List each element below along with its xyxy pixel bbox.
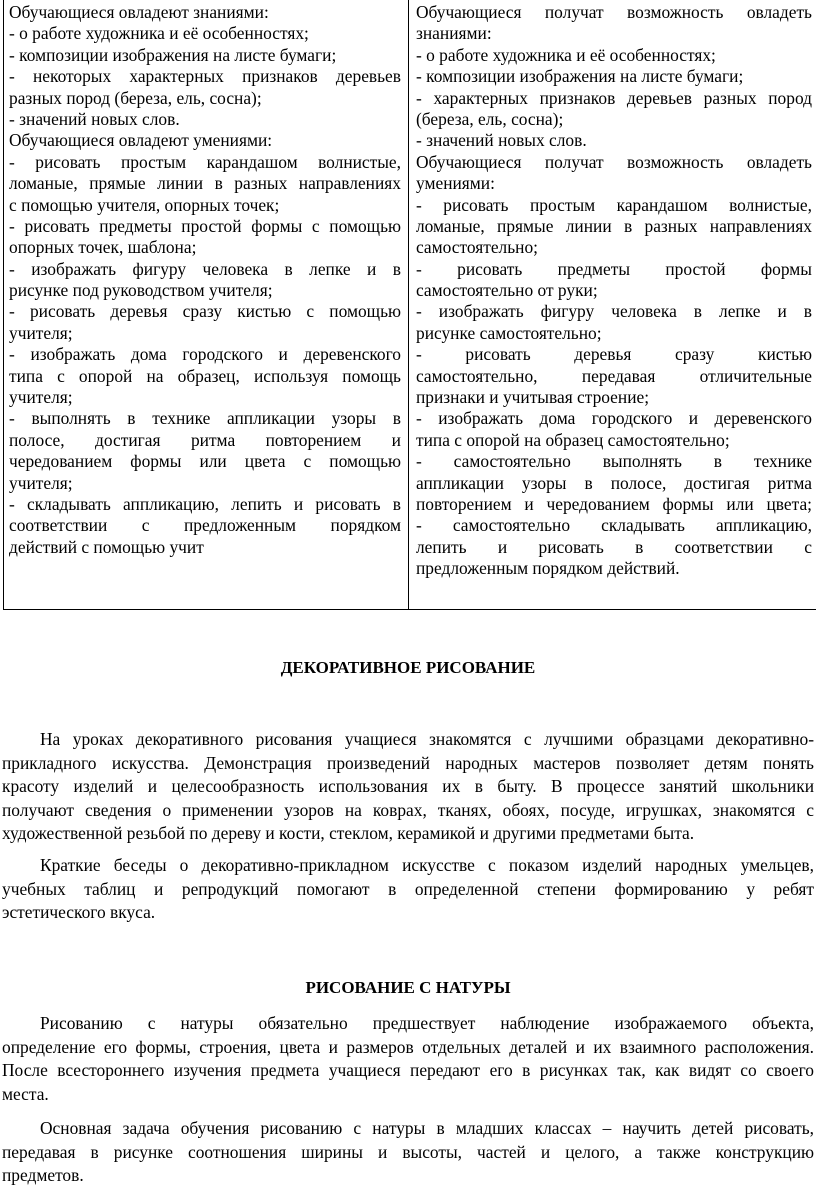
table-line: полосе, достигая ритма повторением и [9, 429, 401, 450]
section-title-decorative: ДЕКОРАТИВНОЕ РИСОВАНИЕ [280, 658, 536, 677]
paragraph-line: красоту изделий и целесообразность использования их в быту. В процессе занятий школьники [2, 776, 814, 797]
table-line: типа с опорой на образец самостоятельно; [416, 429, 730, 450]
table-line: Обучающиеся получат возможность овладеть [416, 151, 812, 172]
paragraph-line: После всестороннего изучения предмета учащиеся передают его в рисунках так, как видят со своего [2, 1060, 814, 1081]
table-line: - рисовать простым карандашом волнистые, [9, 151, 401, 172]
table-line: рисунке самостоятельно; [416, 322, 602, 343]
table-line: соответствии с предложенным порядком [9, 515, 401, 536]
competency-table [3, 0, 816, 610]
table-line: ломаные, прямые линии в разных направлениях [416, 215, 812, 236]
table-line: - композиции изображения на листе бумаги; [416, 66, 744, 87]
paragraph-decorative-2 [2, 854, 814, 925]
table-line: учителя; [9, 472, 73, 493]
table-line: - о работе художника и её особенностях; [416, 44, 716, 65]
paragraph-line: места. [2, 1083, 49, 1104]
paragraph-line: Рисованию с натуры обязательно предшествует наблюдение изображаемого объекта, [40, 1013, 814, 1033]
table-line: - рисовать деревья сразу кистью [416, 344, 812, 365]
paragraph-line: учебных таблиц и репродукций помогают в определенной степени формированию у ребят [2, 878, 814, 899]
paragraph-from-life-1 [2, 1012, 814, 1106]
table-line: - рисовать простым карандашом волнистые, [416, 194, 812, 215]
table-line: учителя; [9, 387, 73, 408]
table-line: - изображать фигуру человека в лепке и в [9, 258, 401, 279]
paragraph-line: определение его формы, строения, цвета и размеров отдельных деталей и их взаимного расположения. [2, 1036, 814, 1057]
table-line: предложенным порядком действий. [416, 558, 680, 579]
paragraph-line: предметов. [2, 1165, 84, 1186]
table-line: - значений новых слов. [9, 108, 180, 129]
table-line: - рисовать деревья сразу кистью с помощью [9, 301, 401, 322]
table-line: - рисовать предметы простой формы [416, 258, 812, 279]
table-line: лепить и рисовать в соответствии с [416, 536, 812, 557]
table-line: рисунке под руководством учителя; [9, 280, 273, 301]
table-line: знаниями: [416, 23, 492, 44]
table-cell-right [416, 2, 812, 580]
paragraph-line: На уроках декоративного рисования учащиеся знакомятся с лучшими образцами декоративно- [40, 729, 814, 749]
paragraph-line: эстетического вкуса. [2, 902, 156, 923]
table-line: - о работе художника и её особенностях; [9, 23, 309, 44]
table-line: Обучающиеся овладеют умениями: [9, 130, 273, 151]
paragraph-line: прикладного искусства. Демонстрация произведений народных мастеров позволяет детям понять [2, 752, 814, 773]
table-line: Обучающиеся получат возможность овладеть [416, 2, 812, 22]
table-line: - изображать фигуру человека в лепке и в [416, 301, 812, 322]
table-line: аппликации узоры в полосе, достигая ритма [416, 472, 812, 493]
table-line: Обучающиеся овладеют знаниями: [9, 2, 269, 22]
paragraph-line: получают сведения о применении узоров на коврах, тканях, обоях, посуде, игрушках, знакомятся с [2, 799, 814, 820]
table-cell-left [9, 2, 401, 558]
section-title-from-life: РИСОВАНИЕ С НАТУРЫ [305, 978, 511, 997]
paragraph-decorative-1 [2, 728, 814, 846]
table-line: признаки и учитывая строение; [416, 387, 650, 408]
table-column-divider [408, 0, 409, 609]
paragraph-line: передавая в рисунке соотношения ширины и высоты, частей и целого, а также конструкцию [2, 1141, 814, 1162]
table-line: - характерных признаков деревьев разных пород [416, 87, 812, 108]
table-line: - самостоятельно складывать аппликацию, [416, 515, 812, 536]
table-line: действий с помощью учит [9, 536, 204, 557]
table-line: ломаные, прямые линии в разных направлениях [9, 173, 401, 194]
paragraph-from-life-2 [2, 1117, 814, 1188]
table-line: - изображать дома городского и деревенского [416, 408, 812, 429]
table-line: самостоятельно; [416, 237, 538, 258]
table-line: повторением и чередованием формы или цвета; [416, 493, 812, 514]
table-line: чередованием формы или цвета с помощью [9, 451, 401, 472]
table-line: с помощью учителя, опорных точек; [9, 194, 280, 215]
table-line: - рисовать предметы простой формы с помощью [9, 215, 401, 236]
table-line: самостоятельно от руки; [416, 280, 598, 301]
table-line: учителя; [9, 322, 73, 343]
table-line: - самостоятельно выполнять в технике [416, 451, 812, 472]
table-line: - композиции изображения на листе бумаги; [9, 44, 337, 65]
paragraph-line: художественной резьбой по дереву и кости, стеклом, керамикой и другими предметами быта. [2, 823, 695, 844]
table-line: самостоятельно, передавая отличительные [416, 365, 812, 386]
table-line: опорных точек, шаблона; [9, 237, 197, 258]
table-line: - складывать аппликацию, лепить и рисовать в [9, 493, 401, 514]
table-line: - значений новых слов. [416, 130, 587, 151]
table-line: умениями: [416, 173, 495, 194]
paragraph-line: Основная задача обучения рисованию с натуры в младших классах – научить детей рисовать, [40, 1118, 814, 1138]
table-line: - изображать дома городского и деревенского [9, 344, 401, 365]
table-line: - некоторых характерных признаков деревьев [9, 66, 401, 87]
table-line: разных пород (береза, ель, сосна); [9, 87, 262, 108]
table-line: - выполнять в технике аппликации узоры в [9, 408, 401, 429]
table-line: типа с опорой на образец, используя помощь [9, 365, 401, 386]
table-line: (береза, ель, сосна); [416, 108, 564, 129]
paragraph-line: Краткие беседы о декоративно-прикладном искусстве с показом изделий народных умельцев, [40, 855, 814, 875]
